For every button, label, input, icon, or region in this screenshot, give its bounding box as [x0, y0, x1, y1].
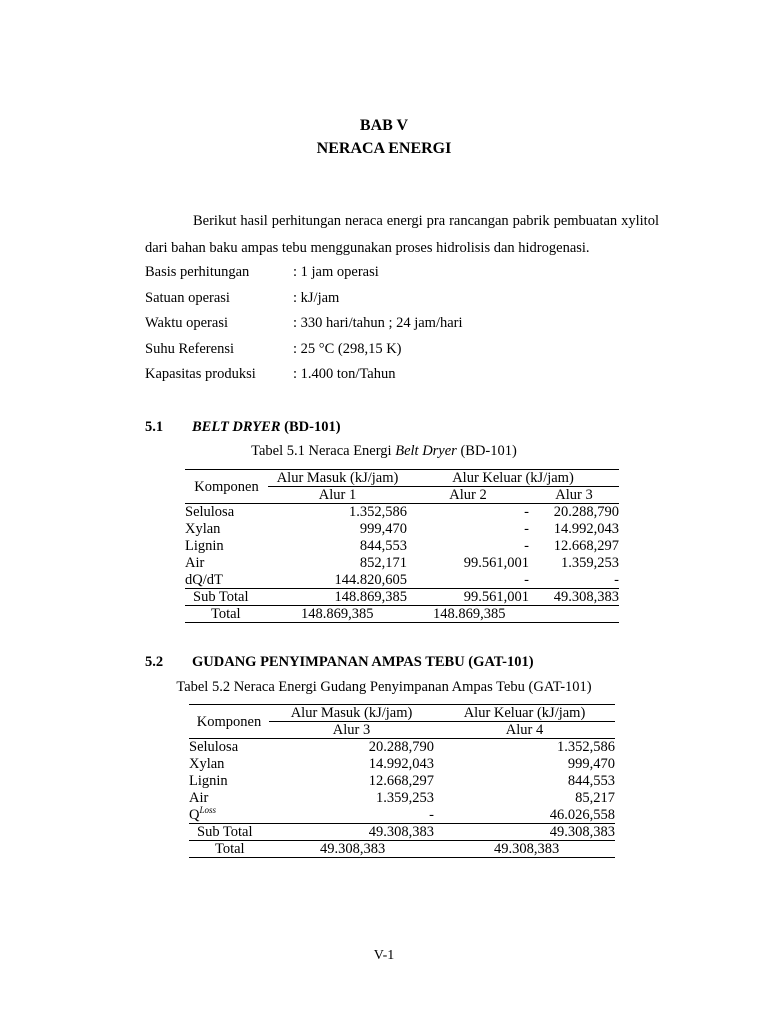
energy-table-bd101 — [185, 469, 619, 623]
table-row — [185, 555, 619, 572]
cell-value: 49.308,383 — [320, 841, 386, 857]
basis-value: : 1 jam operasi — [293, 264, 379, 280]
basis-row — [145, 315, 659, 340]
caption-text: Tabel 5.1 Neraca Energi — [251, 443, 396, 459]
cell-value: 1.352,586 — [349, 504, 407, 521]
table-row — [185, 504, 619, 521]
cell-value: 148.869,385 — [433, 606, 506, 622]
cell-komponen: Air — [185, 555, 205, 571]
section-heading — [145, 419, 645, 437]
cell-label: Sub Total — [197, 824, 253, 840]
total-row — [185, 606, 619, 623]
cell-value: 99.561,001 — [463, 555, 529, 571]
basis-key: Satuan operasi — [145, 290, 230, 306]
section-heading — [145, 654, 665, 672]
basis-value: : 330 hari/tahun ; 24 jam/hari — [293, 315, 463, 331]
cell-komponen: Xylan — [185, 521, 221, 537]
cell-label: Total — [211, 606, 241, 622]
q-superscript: Loss — [199, 804, 216, 815]
basis-key: Waktu operasi — [145, 315, 228, 331]
cell-value: - — [524, 538, 529, 554]
header-alur-masuk: Alur Masuk (kJ/jam) — [269, 705, 434, 722]
cell-value: 999,470 — [359, 521, 407, 537]
caption-text-end: (BD-101) — [456, 443, 517, 459]
cell-value: 49.308,383 — [549, 824, 615, 840]
basis-key: Suhu Referensi — [145, 341, 234, 357]
basis-key: Kapasitas produksi — [145, 366, 256, 382]
header-komponen: Komponen — [185, 470, 268, 504]
cell-komponen: Selulosa — [189, 739, 239, 756]
section-number: 5.2 — [145, 654, 164, 670]
intro-paragraph: Berikut hasil perhitungan neraca energi pra rancangan pabrik pembuatan xylitol dari bahan baku ampas tebu menggunakan proses hidrolisis dan hidrogenasi. — [145, 213, 659, 256]
cell-value: 1.352,586 — [557, 739, 615, 756]
cell-value: 1.359,253 — [376, 790, 434, 806]
table-caption — [0, 443, 768, 460]
cell-value: - — [524, 571, 529, 588]
cell-value: 12.668,297 — [553, 538, 619, 554]
cell-value: 844,553 — [359, 538, 407, 554]
basis-value: : 25 °C (298,15 K) — [293, 341, 402, 357]
cell-value: 852,171 — [359, 555, 407, 571]
cell-komponen: Lignin — [189, 773, 228, 789]
table-row — [185, 521, 619, 538]
chapter-label: BAB V — [359, 117, 409, 134]
table-row — [189, 790, 615, 807]
header-alur-3: Alur 3 — [529, 487, 619, 504]
header-alur-keluar: Alur Keluar (kJ/jam) — [434, 705, 615, 722]
cell-value: 49.308,383 — [368, 824, 434, 840]
cell-value: 20.288,790 — [553, 504, 619, 521]
basis-row — [145, 290, 659, 315]
subtotal-row — [189, 824, 615, 841]
table-caption: Tabel 5.2 Neraca Energi Gudang Penyimpanan Ampas Tebu (GAT-101) — [176, 679, 592, 695]
cell-value: 144.820,605 — [334, 571, 407, 588]
basis-key: Basis perhitungan — [145, 264, 250, 280]
cell-value: - — [429, 806, 434, 823]
cell-value: 14.992,043 — [553, 521, 619, 537]
cell-value: 148.869,385 — [301, 606, 374, 622]
chapter-title: NERACA ENERGI — [316, 140, 452, 157]
cell-value: 46.026,558 — [549, 806, 615, 823]
table-row — [189, 739, 615, 756]
header-alur-2: Alur 2 — [407, 487, 529, 504]
total-row — [189, 841, 615, 858]
cell-value: 49.308,383 — [553, 589, 619, 605]
header-alur-3: Alur 3 — [269, 722, 434, 739]
energy-table-gat101 — [189, 704, 615, 858]
header-alur-keluar: Alur Keluar (kJ/jam) — [407, 470, 619, 487]
table-row — [185, 538, 619, 555]
section-title: GUDANG PENYIMPANAN AMPAS TEBU (GAT-101) — [192, 654, 534, 670]
cell-label: Total — [215, 841, 245, 857]
basis-value: : 1.400 ton/Tahun — [293, 366, 396, 382]
page-number: V-1 — [373, 948, 395, 963]
cell-value: 14.992,043 — [368, 756, 434, 772]
cell-value: - — [614, 571, 619, 588]
section-title-rest: (BD-101) — [280, 419, 341, 435]
cell-komponen: dQ/dT — [185, 571, 223, 588]
cell-komponen: Air — [189, 790, 209, 806]
cell-komponen: Xylan — [189, 756, 225, 772]
cell-value: 12.668,297 — [368, 773, 434, 789]
header-alur-1: Alur 1 — [268, 487, 407, 504]
cell-komponen — [189, 804, 269, 824]
table-row — [189, 773, 615, 790]
cell-label: Sub Total — [193, 589, 249, 605]
table-row — [189, 807, 615, 824]
cell-value: 148.869,385 — [334, 589, 407, 605]
basis-row — [145, 341, 659, 366]
cell-value: 844,553 — [567, 773, 615, 789]
section-title-italic: BELT DRYER — [192, 419, 281, 435]
cell-value: 999,470 — [567, 756, 615, 772]
cell-komponen: Lignin — [185, 538, 224, 554]
cell-value: 1.359,253 — [561, 555, 619, 571]
caption-italic: Belt Dryer — [395, 443, 457, 459]
section-title — [192, 419, 341, 436]
header-komponen: Komponen — [189, 705, 269, 739]
cell-value: - — [524, 504, 529, 521]
table-row — [185, 572, 619, 589]
table-row — [189, 756, 615, 773]
cell-value: 99.561,001 — [463, 589, 529, 605]
cell-value: - — [524, 521, 529, 537]
cell-value: 20.288,790 — [368, 739, 434, 756]
cell-value: 85,217 — [575, 790, 615, 806]
cell-komponen: Selulosa — [185, 504, 235, 521]
basis-row — [145, 366, 659, 391]
cell-value: 49.308,383 — [494, 841, 560, 857]
basis-value: : kJ/jam — [293, 290, 340, 306]
header-alur-4: Alur 4 — [434, 722, 615, 739]
header-alur-masuk: Alur Masuk (kJ/jam) — [268, 470, 407, 487]
q-symbol: Q — [189, 806, 200, 823]
subtotal-row — [185, 589, 619, 606]
section-number: 5.1 — [145, 419, 164, 435]
basis-row — [145, 264, 659, 289]
